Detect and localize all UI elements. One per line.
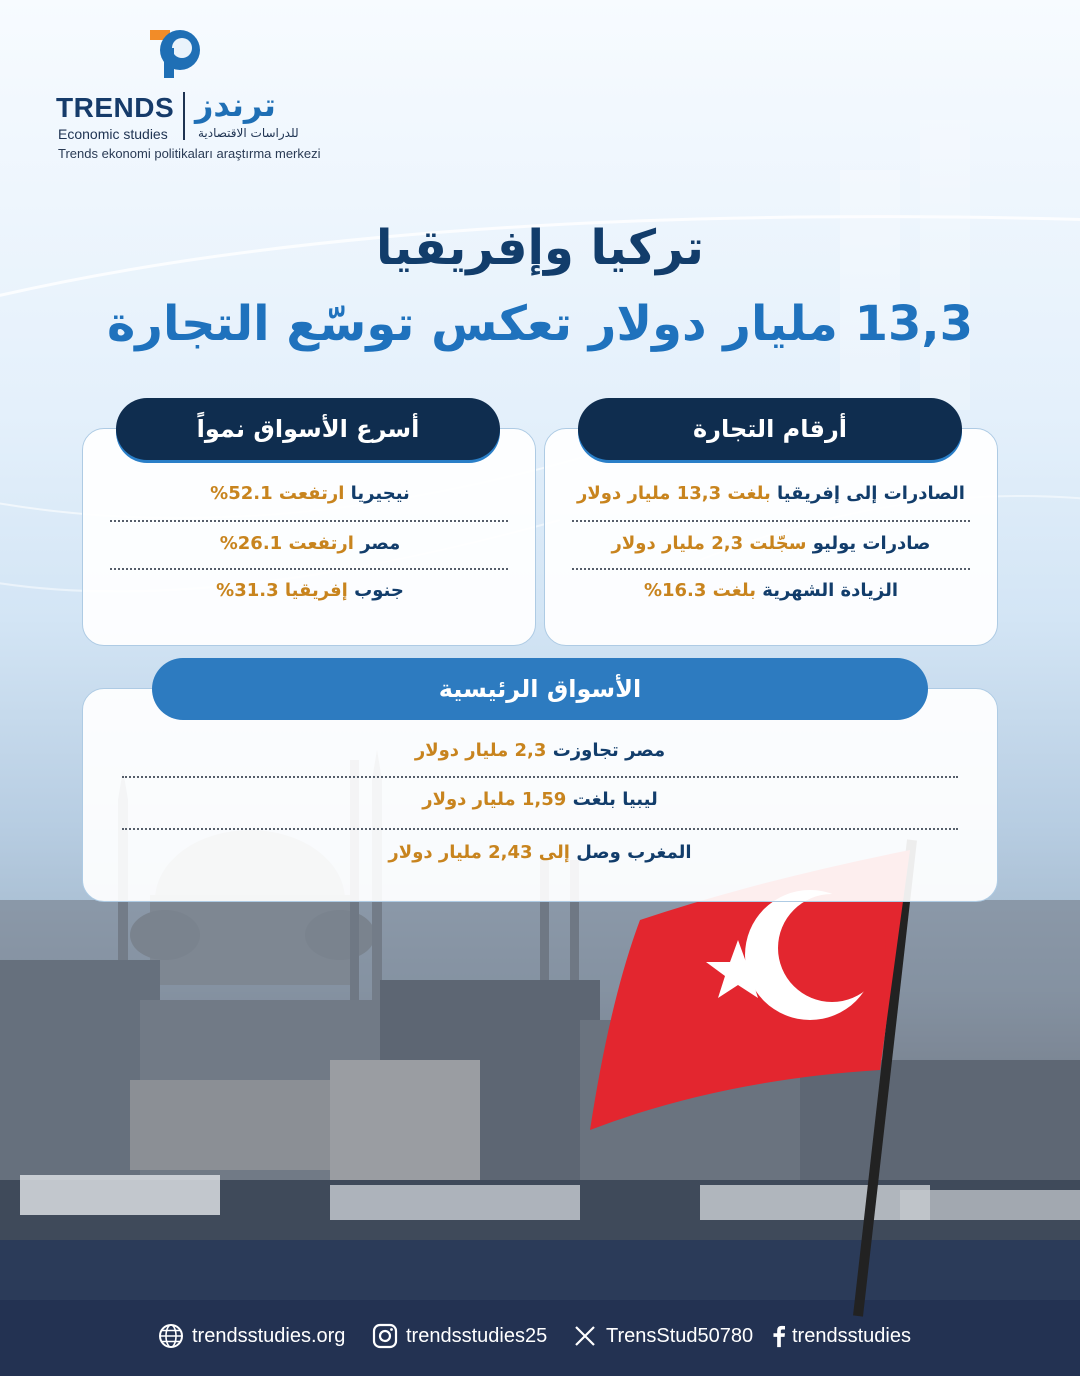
row-divider (572, 568, 970, 570)
row-label: ليبيا بلغت (572, 789, 658, 810)
row-value: ارتفعت 52.1% (210, 483, 345, 504)
main-markets-heading: الأسواق الرئيسية (152, 658, 928, 720)
brand-name-en: TRENDS (56, 92, 175, 123)
fastest-market-row (110, 483, 510, 504)
fastest-markets-heading: أسرع الأسواق نمواً (116, 398, 500, 460)
row-divider (110, 568, 508, 570)
x-icon (572, 1323, 598, 1349)
instagram-text: trendsstudies25 (406, 1324, 548, 1347)
fastest-market-row (110, 580, 510, 601)
x-text: TrensStud50780 (606, 1324, 754, 1347)
row-value: 1,59 مليار دولار (422, 789, 567, 810)
page-title: تركيا وإفريقيا (376, 220, 704, 276)
main-market-row (240, 842, 840, 863)
brand-name-ar: ترندز (195, 86, 276, 124)
website-link[interactable] (158, 1316, 345, 1356)
social-footer (0, 1316, 1080, 1356)
row-value: بلغت 16.3% (643, 580, 756, 601)
row-value: ارتفعت 26.1% (219, 533, 354, 554)
trends-logo (52, 28, 332, 168)
row-value: إلى 2,43 مليار دولار (388, 842, 570, 863)
row-label: صادرات يوليو (812, 533, 931, 554)
row-label: مصر (360, 533, 401, 554)
brand-subtitle-en: Economic studies (58, 126, 168, 142)
row-value: سجّلت 2,3 مليار دولار (611, 533, 807, 554)
facebook-icon (770, 1323, 788, 1349)
row-label: المغرب وصل (576, 842, 692, 863)
facebook-text: trendsstudies (792, 1324, 911, 1347)
row-value: بلغت 13,3 مليار دولار (577, 483, 771, 504)
brand-subtitle-ar: للدراسات الاقتصادية (198, 126, 299, 140)
brand-tagline: Trends ekonomi politikaları araştırma merkezi (58, 146, 321, 161)
globe-icon (158, 1323, 184, 1349)
website-text: trendsstudies.org (192, 1324, 346, 1347)
page-subtitle: 13,3 مليار دولار تعكس توسّع التجارة (106, 296, 974, 352)
fastest-market-row (110, 533, 510, 554)
row-divider (122, 828, 958, 830)
x-link[interactable] (572, 1316, 753, 1356)
row-label: نيجيريا (350, 483, 410, 504)
row-label: جنوب (354, 580, 404, 601)
trade-figure-row (556, 533, 986, 554)
row-label: الصادرات إلى إفريقيا (777, 483, 965, 504)
main-market-row (240, 740, 840, 761)
row-label: الزيادة الشهرية (762, 580, 899, 601)
instagram-link[interactable] (372, 1316, 547, 1356)
main-market-row (240, 789, 840, 810)
logo-divider (183, 92, 185, 140)
trade-figure-row (556, 580, 986, 601)
row-value: إفريقيا 31.3% (216, 580, 348, 601)
row-value: 2,3 مليار دولار (414, 740, 547, 761)
facebook-link[interactable] (770, 1316, 911, 1356)
instagram-icon (372, 1323, 398, 1349)
row-divider (572, 520, 970, 522)
row-divider (110, 520, 508, 522)
trends-logo-icon (150, 28, 200, 80)
trade-figure-row (556, 483, 986, 504)
row-label: مصر تجاوزت (552, 740, 666, 761)
row-divider (122, 776, 958, 778)
trade-figures-heading: أرقام التجارة (578, 398, 962, 460)
